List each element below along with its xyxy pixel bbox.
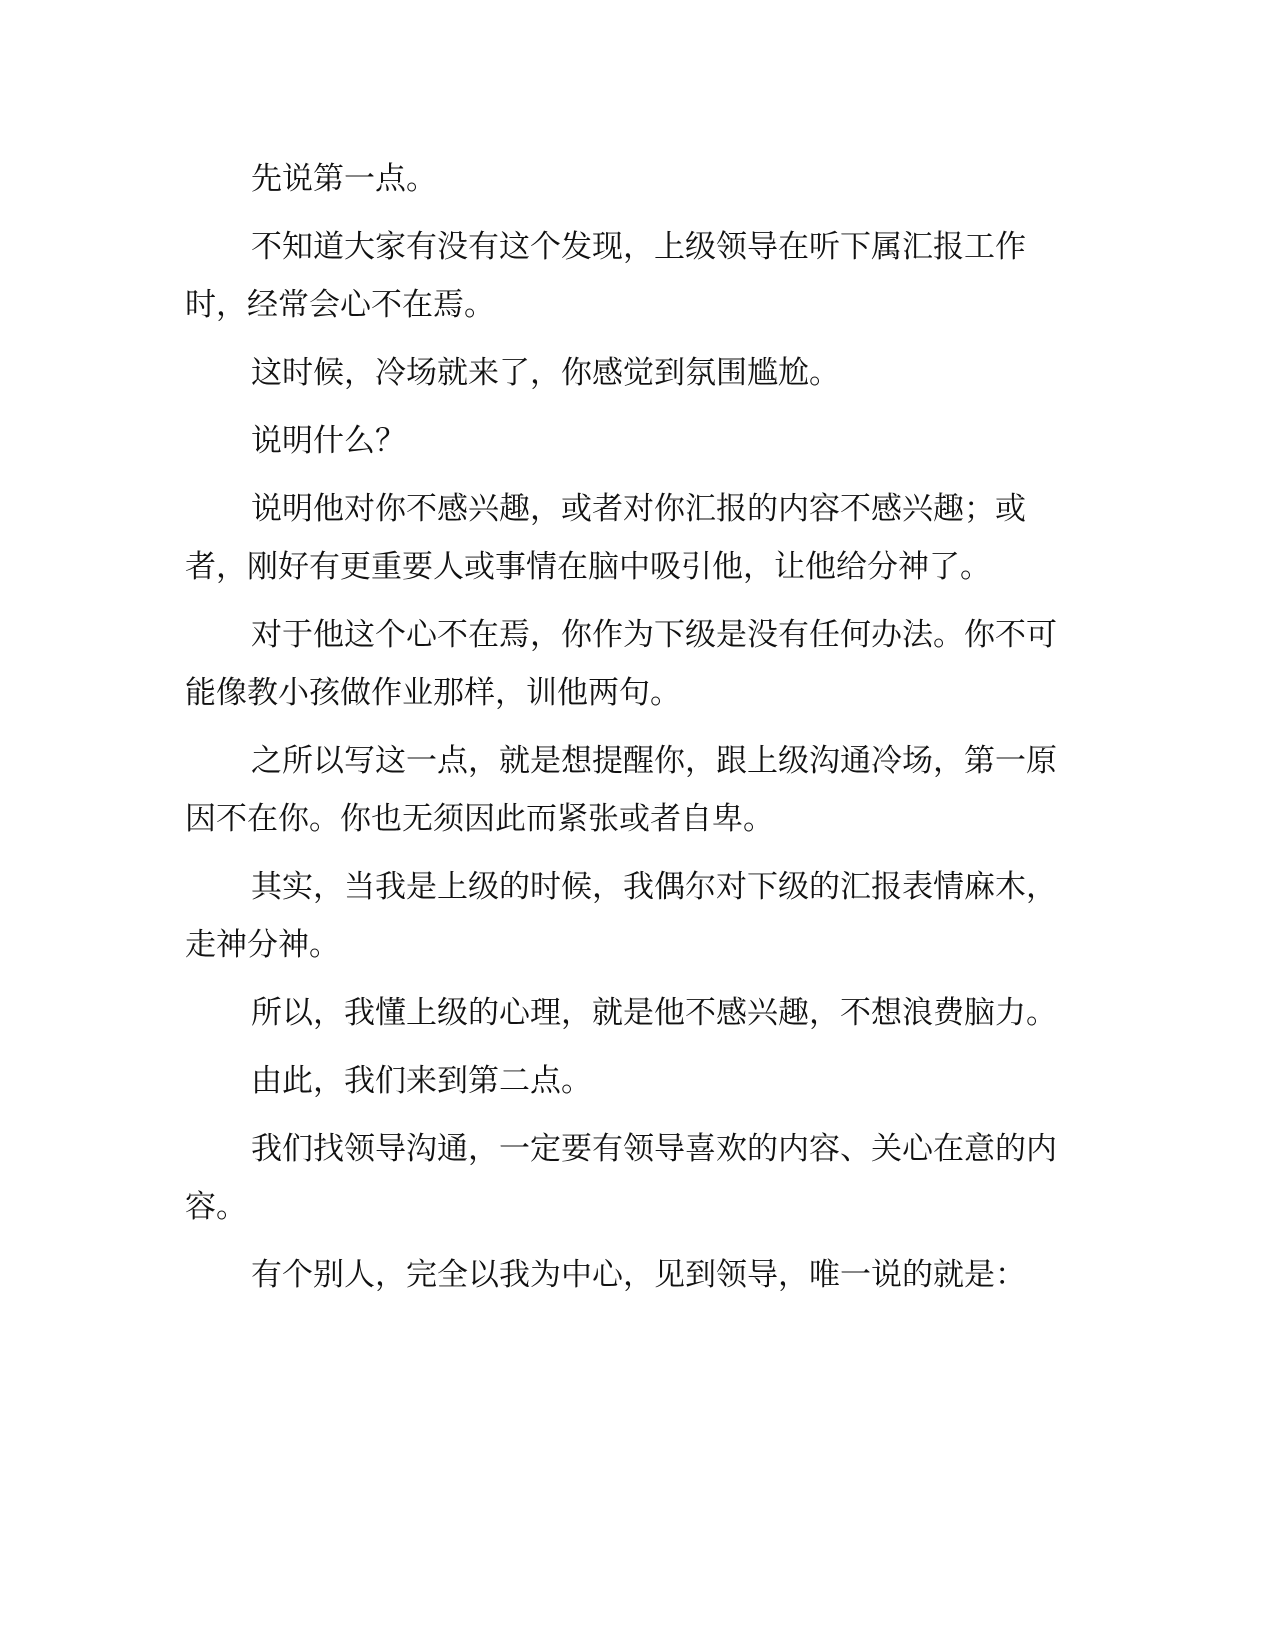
paragraph: 其实，当我是上级的时候，我偶尔对下级的汇报表情麻木，走神分神。 (185, 869, 1057, 963)
paragraph: 对于他这个心不在焉，你作为下级是没有任何办法。你不可能像教小孩做作业那样，训他两句。 (185, 617, 1057, 711)
paragraph: 有个别人，完全以我为中心，见到领导，唯一说的就是： (251, 1257, 1026, 1293)
paragraph: 所以，我懂上级的心理，就是他不感兴趣，不想浪费脑力。 (251, 995, 1057, 1031)
paragraph: 我们找领导沟通，一定要有领导喜欢的内容、关心在意的内容。 (185, 1131, 1057, 1225)
paragraph: 说明什么？ (251, 423, 406, 459)
document-body (185, 150, 1085, 1314)
paragraph: 这时候，冷场就来了，你感觉到氛围尴尬。 (251, 355, 840, 391)
paragraph: 不知道大家有没有这个发现，上级领导在听下属汇报工作时，经常会心不在焉。 (185, 229, 1026, 323)
paragraph: 之所以写这一点，就是想提醒你，跟上级沟通冷场，第一原因不在你。你也无须因此而紧张或者自卑。 (185, 743, 1057, 837)
paragraph: 先说第一点。 (251, 161, 437, 197)
paragraph: 说明他对你不感兴趣，或者对你汇报的内容不感兴趣；或者，刚好有更重要人或事情在脑中吸引他，让他给分神了。 (185, 491, 1026, 585)
paragraph: 由此，我们来到第二点。 (251, 1063, 592, 1099)
